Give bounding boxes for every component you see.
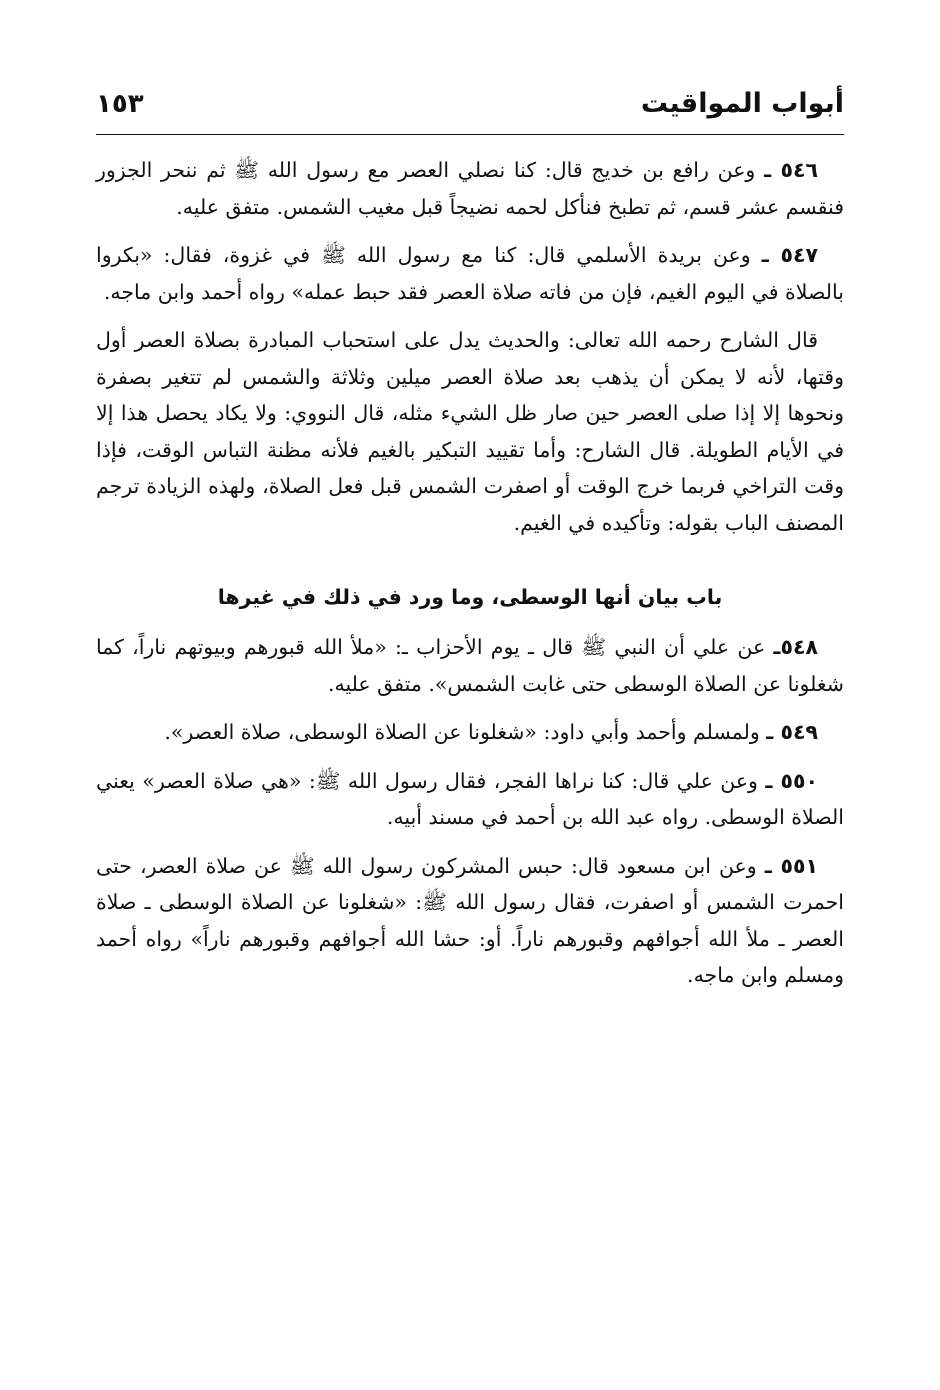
header-rule [96, 134, 844, 135]
hadith-number: ٥٤٩ ـ [766, 720, 818, 744]
hadith-text: وعن علي قال: كنا نراها الفجر، فقال رسول الله ﷺ: «هي صلاة العصر» يعني الصلاة الوسطى. رواه عبد الله بن أحمد في مسند أبيه. [96, 768, 844, 829]
hadith-text: ولمسلم وأحمد وأبي داود: «شغلونا عن الصلاة الوسطى، صلاة العصر». [164, 720, 760, 744]
commentary-text: قال الشارح رحمه الله تعالى: والحديث يدل على استحباب المبادرة بصلاة العصر أول وقتها، لأنه لا يمكن أن يذهب بعد صلاة العصر ميلين وثلاثة والشمس لم تتغير بصفرة ونحوها إلا إذا صلى العصر حين صار ظل الشيء مثله، قال النووي: ولا يكاد يحصل هذا إلا في الأيام الطويلة. قال الشارح: وأما تقييد التبكير بالغيم فلأنه مظنة التباس الوقت، فإذا وقت التراخي فربما خرج الوقت أو اصفرت الشمس قبل فعل الصلاة، ولهذه الزيادة ترجم المصنف الباب بقوله: وتأكيده في الغيم. [96, 328, 844, 535]
page-number: ١٥٣ [96, 89, 144, 119]
hadith-number: ٥٤٨ـ [773, 635, 818, 659]
commentary-paragraph [96, 322, 844, 541]
hadith-text: وعن رافع بن خديج قال: كنا نصلي العصر مع رسول الله ﷺ ثم ننحر الجزور فنقسم عشر قسم، ثم تطبخ فنأكل لحمه نضيجاً قبل مغيب الشمس. متفق عليه. [96, 158, 844, 219]
hadith-paragraph-551 [96, 848, 844, 994]
section-heading: باب بيان أنها الوسطى، وما ورد في ذلك في غيرها [217, 585, 723, 609]
hadith-paragraph-550 [96, 763, 844, 836]
hadith-text: وعن بريدة الأسلمي قال: كنا مع رسول الله ﷺ في غزوة، فقال: «بكروا بالصلاة في اليوم الغيم، فإن من فاته صلاة العصر فقد حبط عمله» رواه أحمد وابن ماجه. [96, 243, 844, 304]
hadith-text: عن علي أن النبي ﷺ قال ـ يوم الأحزاب ـ: «ملأ الله قبورهم وبيوتهم ناراً، كما شغلونا عن الصلاة الوسطى حتى غابت الشمس». متفق عليه. [96, 635, 844, 696]
hadith-paragraph-546 [96, 152, 844, 225]
page-body [96, 152, 844, 1006]
hadith-paragraph-548 [96, 629, 844, 702]
hadith-paragraph-547 [96, 237, 844, 310]
hadith-paragraph-549 [96, 714, 844, 751]
hadith-text: وعن ابن مسعود قال: حبس المشركون رسول الله ﷺ عن صلاة العصر، حتى احمرت الشمس أو اصفرت، فقال رسول الله ﷺ: «شغلونا عن الصلاة الوسطى ـ صلاة العصر ـ ملأ الله أجوافهم وقبورهم ناراً. أو: حشا الله أجوافهم وقبورهم ناراً» رواه أحمد ومسلم وابن ماجه. [96, 853, 844, 987]
page-header [96, 82, 844, 132]
running-title: أبواب المواقيت [640, 88, 844, 119]
hadith-number: ٥٤٦ ـ [764, 158, 818, 182]
hadith-number: ٥٤٧ ـ [761, 243, 818, 267]
hadith-number: ٥٥١ ـ [764, 853, 818, 878]
hadith-number: ٥٥٠ ـ [765, 768, 818, 793]
